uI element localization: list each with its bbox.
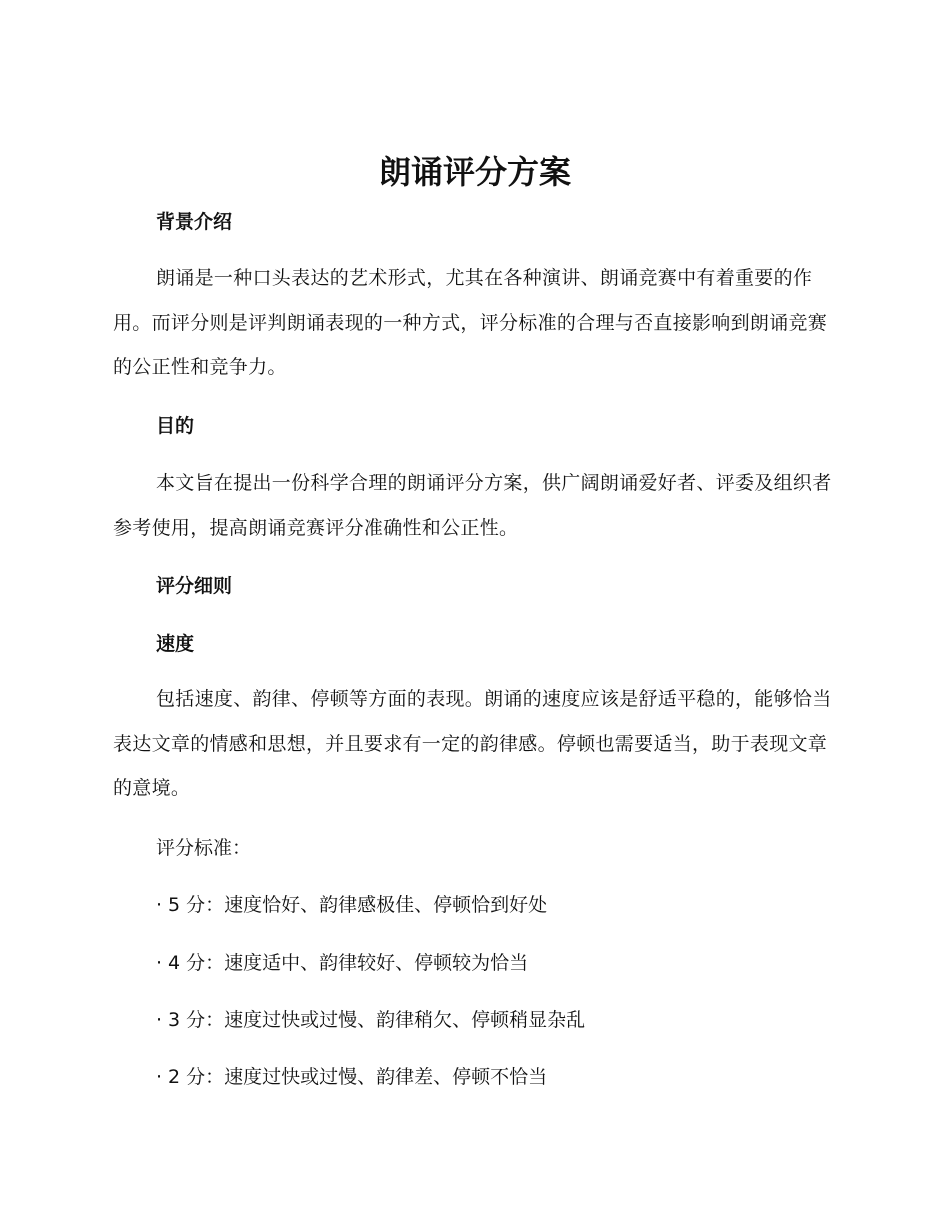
criteria-item-text: 5 分：速度恰好、韵律感极佳、停顿恰到好处 xyxy=(168,894,548,916)
paragraph-background: 朗诵是一种口头表达的艺术形式，尤其在各种演讲、朗诵竞赛中有着重要的作用。而评分则是评判朗诵表现的一种方式，评分标准的合理与否直接影响到朗诵竞赛的公正性和竞争力。 xyxy=(113,267,828,378)
heading-speed: 速度 xyxy=(156,633,195,655)
paragraph-purpose: 本文旨在提出一份科学合理的朗诵评分方案，供广阔朗诵爱好者、评委及组织者参考使用，提高朗诵竞赛评分准确性和公正性。 xyxy=(113,472,832,539)
heading-scoring-rules: 评分细则 xyxy=(156,575,233,597)
bullet-symbol: · xyxy=(156,1066,163,1088)
bullet-symbol: · xyxy=(156,952,163,974)
criteria-item xyxy=(156,891,547,919)
criteria-item xyxy=(156,1063,547,1091)
criteria-label: 评分标准： xyxy=(156,837,252,859)
bullet-symbol: · xyxy=(156,894,163,916)
criteria-item-text: 4 分：速度适中、韵律较好、停顿较为恰当 xyxy=(168,952,529,974)
bullet-symbol: · xyxy=(156,1009,163,1031)
criteria-item-text: 2 分：速度过快或过慢、韵律差、停顿不恰当 xyxy=(168,1066,548,1088)
heading-purpose: 目的 xyxy=(156,415,195,437)
document-title: 朗诵评分方案 xyxy=(378,153,571,191)
heading-background: 背景介绍 xyxy=(156,211,233,233)
criteria-item-text: 3 分：速度过快或过慢、韵律稍欠、停顿稍显杂乱 xyxy=(168,1009,586,1031)
criteria-item xyxy=(156,1006,585,1034)
paragraph-speed: 包括速度、韵律、停顿等方面的表现。朗诵的速度应该是舒适平稳的，能够恰当表达文章的情感和思想，并且要求有一定的韵律感。停顿也需要适当，助于表现文章的意境。 xyxy=(113,688,832,799)
criteria-item xyxy=(156,949,528,977)
